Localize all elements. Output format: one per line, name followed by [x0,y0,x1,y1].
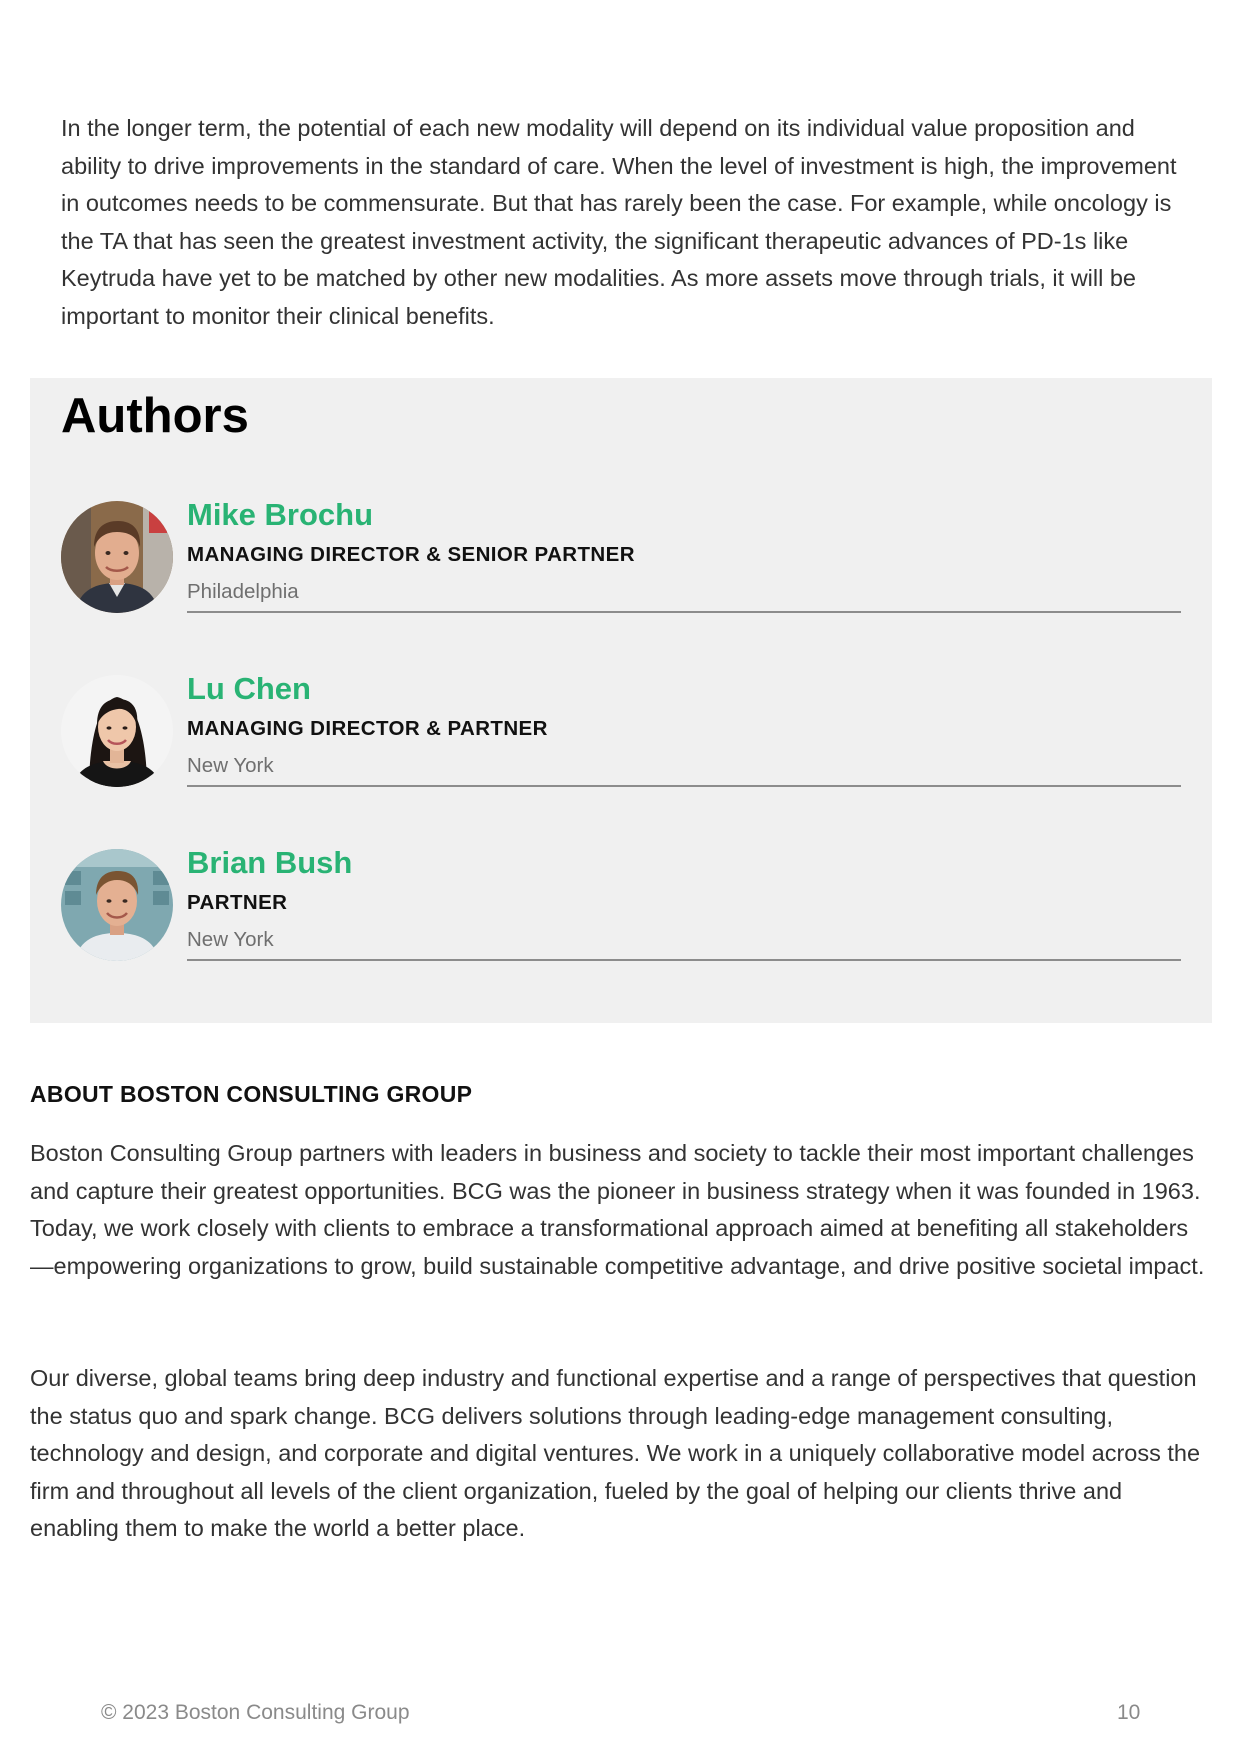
intro-paragraph: In the longer term, the potential of each new modality will depend on its individual value proposition and ability to drive improvements in the standard of care. When the level of investment is high, the improvement in outcomes needs to be commensurate. But that has rarely been the case. For example, while oncology is the TA that has seen the greatest investment activity, the significant therapeutic advances of PD-1s like Keytruda have yet to be matched by other new modalities. As more assets move through trials, it will be important to monitor their clinical benefits. [61,115,1177,329]
author-photo-lu-chen [61,675,173,787]
footer-copyright: © 2023 Boston Consulting Group [101,1701,410,1724]
about-heading: ABOUT BOSTON CONSULTING GROUP [30,1081,473,1107]
author-location: Philadelphia [187,580,299,603]
avatar-brian-bush-image [61,849,173,961]
author-role: MANAGING DIRECTOR & PARTNER [187,717,548,740]
author-location: New York [187,754,274,777]
author-location: New York [187,928,274,951]
author-role: MANAGING DIRECTOR & SENIOR PARTNER [187,543,635,566]
author-card-mike-brochu [61,493,1181,611]
author-name[interactable]: Lu Chen [187,671,311,706]
author-card-brian-bush [61,841,1181,959]
about-paragraph: Our diverse, global teams bring deep industry and functional expertise and a range of perspectives that question the status quo and spark change. BCG delivers solutions through leading-edge management consulting, technology and design, and corporate and digital ventures. We work in a uniquely collaborative model across the firm and throughout all levels of the client organization, fueled by the goal of helping our clients thrive and enabling them to make the world a better place. [30,1365,1201,1542]
avatar-lu-chen-image [61,675,173,787]
author-photo-mike-brochu [61,501,173,613]
author-photo-brian-bush [61,849,173,961]
author-info [187,667,1181,787]
authors-heading: Authors [61,389,249,443]
page-number: 10 [1117,1701,1141,1724]
author-card-lu-chen [61,667,1181,785]
author-role: PARTNER [187,891,288,914]
author-name[interactable]: Brian Bush [187,845,353,880]
author-info [187,841,1181,961]
author-info [187,493,1181,613]
author-name[interactable]: Mike Brochu [187,497,374,532]
avatar-mike-brochu-image [61,501,173,613]
about-paragraph: Boston Consulting Group partners with leaders in business and society to tackle their most important challenges and capture their greatest opportunities. BCG was the pioneer in business strategy when it was founded in 1963. Today, we work closely with clients to embrace a transformational approach aimed at benefiting all stakeholders—empowering organizations to grow, build sustainable competitive advantage, and drive positive societal impact. [30,1140,1205,1279]
authors-panel [30,378,1212,1023]
